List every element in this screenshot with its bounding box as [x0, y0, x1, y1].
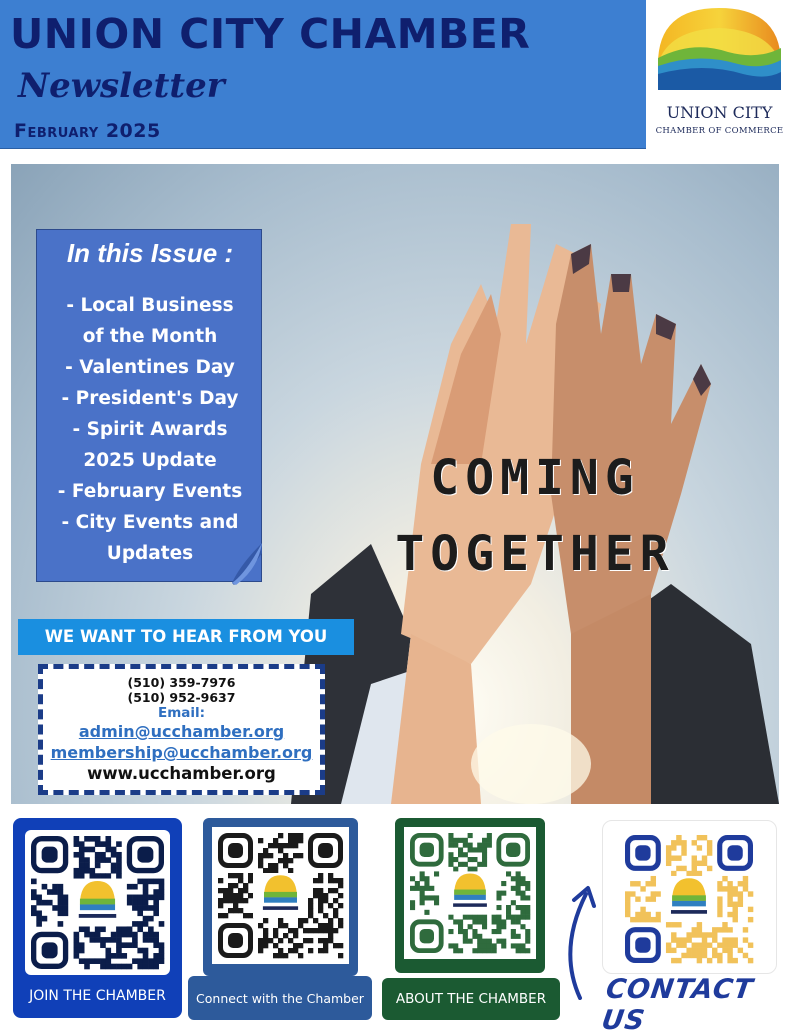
issue-list-item: - City Events and	[61, 512, 239, 533]
logo-emblem-icon	[648, 0, 791, 100]
qr-code-icon	[619, 829, 759, 969]
issue-list-item: - President's Day	[61, 388, 239, 409]
newsletter-header	[0, 0, 646, 149]
chamber-logo	[648, 0, 791, 150]
in-this-issue-heading: In this Issue :	[66, 238, 234, 268]
website-link[interactable]: www.ucchamber.org	[87, 764, 276, 783]
issue-list-item: - Local Business	[66, 295, 234, 316]
email-label: Email:	[157, 705, 206, 721]
join-qr-code	[25, 830, 170, 975]
qr-code-icon	[212, 827, 349, 964]
page-curl-icon	[232, 543, 266, 585]
issue-list-item: - Spirit Awards	[72, 419, 228, 440]
issue-list-item: - February Events	[57, 481, 243, 502]
about-qr-code	[404, 827, 536, 959]
in-this-issue-box	[36, 229, 262, 582]
admin-email-link[interactable]: admin@ucchamber.org	[78, 722, 285, 741]
contact-us-qr-card[interactable]	[602, 820, 777, 974]
together-line: TOGETHER	[395, 526, 675, 582]
qr-code-icon	[25, 830, 170, 975]
newsletter-subtitle: Newsletter	[18, 66, 225, 106]
connect-qr-code	[212, 827, 349, 964]
about-chamber-label: ABOUT THE CHAMBER	[395, 991, 547, 1007]
contact-info-box	[38, 664, 325, 795]
issue-list-item: - Valentines Day	[65, 357, 235, 378]
logo-subtitle: CHAMBER OF COMMERCE	[655, 126, 784, 136]
contact-us-label[interactable]: CONTACT US	[599, 974, 756, 1036]
issue-list	[37, 290, 263, 569]
curved-arrow-icon	[556, 880, 604, 1000]
phone-number[interactable]: (510) 359-7976	[127, 675, 236, 690]
join-chamber-label: JOIN THE CHAMBER	[29, 988, 166, 1004]
phone-number[interactable]: (510) 952-9637	[127, 690, 236, 705]
qr-code-icon	[404, 827, 536, 959]
connect-chamber-label: Connect with the Chamber	[196, 991, 364, 1006]
coming-together-text	[380, 440, 690, 592]
issue-list-item: of the Month	[82, 326, 218, 347]
coming-line: COMING	[430, 450, 640, 506]
contact-qr-code	[619, 829, 759, 969]
about-chamber-qr-card[interactable]	[382, 818, 560, 1018]
membership-email-link[interactable]: membership@ucchamber.org	[50, 743, 313, 762]
join-chamber-qr-card[interactable]	[13, 818, 182, 1018]
connect-chamber-qr-card[interactable]	[188, 818, 372, 1018]
issue-date: February 2025	[14, 120, 161, 142]
we-want-to-hear-banner: WE WANT TO HEAR FROM YOU	[18, 619, 354, 655]
newsletter-title: UNION CITY CHAMBER	[10, 10, 531, 58]
logo-name: UNION CITY	[666, 103, 773, 122]
issue-list-item: 2025 Update	[83, 450, 217, 471]
issue-list-item: Updates	[106, 543, 194, 564]
